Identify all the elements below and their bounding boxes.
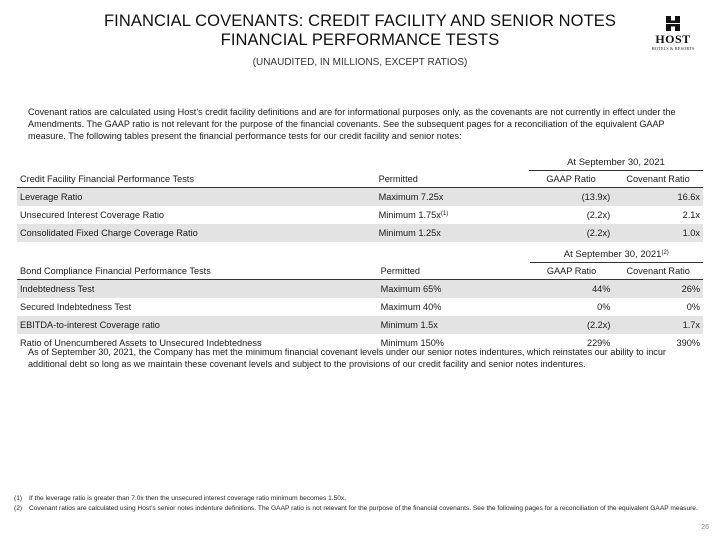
cell-permitted: Maximum 7.25x xyxy=(376,188,529,207)
footnote xyxy=(14,494,704,504)
host-logo xyxy=(648,16,698,51)
table-row xyxy=(17,188,703,207)
cell-gaap: (2.2x) xyxy=(530,316,614,334)
logo-wordmark: HOST xyxy=(655,32,691,46)
cell-test: Unsecured Interest Coverage Ratio xyxy=(17,206,376,224)
header-permitted: Permitted xyxy=(378,263,530,280)
header-covenant: Covenant Ratio xyxy=(613,263,703,280)
header-covenant: Covenant Ratio xyxy=(613,171,703,188)
cell-permitted: Minimum 1.25x xyxy=(376,224,529,242)
credit-header-row xyxy=(17,171,703,188)
header-gaap: GAAP Ratio xyxy=(530,263,614,280)
cell-test: Secured Indebtedness Test xyxy=(17,298,378,316)
cell-gaap: (2.2x) xyxy=(529,224,613,242)
bond-group-header-text: At September 30, 2021 xyxy=(563,248,662,260)
cell-covenant: 1.0x xyxy=(613,224,703,242)
page-title xyxy=(60,12,660,50)
cell-covenant: 26% xyxy=(613,280,703,299)
cell-gaap: 0% xyxy=(530,298,614,316)
table-row xyxy=(17,316,703,334)
table-row xyxy=(17,224,703,242)
cell-test: Leverage Ratio xyxy=(17,188,376,207)
cell-permitted: Maximum 40% xyxy=(378,298,530,316)
cell-gaap: 44% xyxy=(530,280,614,299)
page-number: 26 xyxy=(701,524,709,531)
header-gaap: GAAP Ratio xyxy=(529,171,613,188)
footnote-number: (2) xyxy=(14,504,23,512)
intro-paragraph: Covenant ratios are calculated using Host’s credit facility definitions and are for informational purposes only, as the covenants are not currently in effect under the Amendments. The GAAP ratio is not relevant for the purpose of the financial covenants. See the subsequent pages for a reconciliation of the equivalent GAAP measure. The following tables present the financial performance tests for our credit facility and senior notes: xyxy=(28,107,676,141)
credit-facility-table xyxy=(17,154,703,242)
cell-test: Ratio of Unencumbered Assets to Unsecured Indebtedness xyxy=(17,334,378,352)
cell-permitted xyxy=(376,206,529,224)
bond-header-row xyxy=(17,263,703,280)
bond-group-header xyxy=(530,246,703,263)
cell-gaap: 229% xyxy=(530,334,614,352)
footnote-ref: (1) xyxy=(440,211,449,217)
cell-covenant: 2.1x xyxy=(613,206,703,224)
page-subtitle: (UNAUDITED, IN MILLIONS, EXCEPT RATIOS) xyxy=(252,57,468,68)
permitted-text: Minimum 1.75x xyxy=(378,210,441,220)
cell-permitted: Maximum 65% xyxy=(378,280,530,299)
header-test: Bond Compliance Financial Performance Tests xyxy=(17,263,378,280)
cell-permitted: Minimum 150% xyxy=(378,334,530,352)
credit-group-header: At September 30, 2021 xyxy=(529,154,703,171)
footnote-text: If the leverage ratio is greater than 7.0x then the unsecured interest coverage ratio minimum becomes 1.50x. xyxy=(29,495,347,502)
bond-compliance-table xyxy=(17,246,703,352)
cell-permitted: Minimum 1.5x xyxy=(378,316,530,334)
footnote xyxy=(14,504,704,514)
table-row xyxy=(17,206,703,224)
title-line-1: FINANCIAL COVENANTS: CREDIT FACILITY AND SENIOR NOTES xyxy=(103,12,616,30)
cell-test: EBITDA-to-interest Coverage ratio xyxy=(17,316,378,334)
title-line-2: FINANCIAL PERFORMANCE TESTS xyxy=(220,31,500,49)
cell-covenant: 0% xyxy=(613,298,703,316)
cell-covenant: 1.7x xyxy=(613,316,703,334)
footnote-text: Covenant ratios are calculated using Host’s senior notes indenture definitions. The GAAP ratio is not relevant for the purpose of the financial covenants. See the following pages for a reconciliation of the equivalent GAAP measure. xyxy=(29,504,698,512)
closing-paragraph: As of September 30, 2021, the Company has met the minimum financial covenant levels under our senior notes indentures, which reinstates our ability to incur additional debt so long as we maintain these covenant levels and subject to the provisions of our credit facility and senior notes indentures. xyxy=(28,347,666,369)
header-permitted: Permitted xyxy=(376,171,529,188)
host-logo-icon xyxy=(666,16,680,31)
footnote-number: (1) xyxy=(14,495,23,502)
cell-covenant: 16.6x xyxy=(613,188,703,207)
logo-tagline: HOTELS & RESORTS xyxy=(651,46,695,51)
cell-test: Indebtedness Test xyxy=(17,280,378,299)
table-row xyxy=(17,298,703,316)
cell-gaap: (13.9x) xyxy=(529,188,613,207)
table-row xyxy=(17,280,703,299)
cell-gaap: (2.2x) xyxy=(529,206,613,224)
cell-test: Consolidated Fixed Charge Coverage Ratio xyxy=(17,224,376,242)
footnote-ref: (2) xyxy=(661,249,669,256)
footnotes xyxy=(14,494,704,513)
cell-covenant: 390% xyxy=(613,334,703,352)
header-test: Credit Facility Financial Performance Tests xyxy=(17,171,376,188)
